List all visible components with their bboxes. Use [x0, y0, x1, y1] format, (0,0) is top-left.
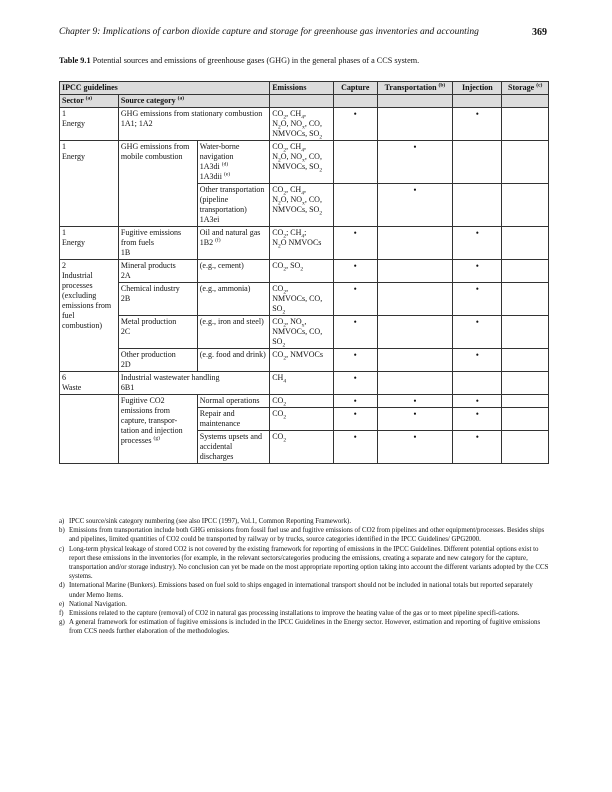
- source-cell: GHG emissions from mobile combustion: [118, 141, 197, 227]
- capture-dot: •: [333, 283, 377, 316]
- source-cell: Mineral products 2A: [118, 260, 197, 283]
- header-row: [60, 82, 549, 95]
- subcategory-cell: (e.g., cement): [197, 260, 269, 283]
- table-row: [60, 349, 549, 372]
- subcategory-cell: (e.g., iron and steel): [197, 316, 269, 349]
- col-header-sector: Sector $^{(a)}$: [60, 95, 119, 108]
- running-header: [59, 27, 547, 37]
- table-row: [60, 227, 549, 260]
- capture-dot: •: [333, 316, 377, 349]
- source-cell: GHG emissions from stationary combustion 1A1; 1A2: [118, 108, 269, 141]
- emissions-cell: $CO_2$, $SO_2$: [270, 260, 334, 283]
- table-footnotes: [59, 517, 549, 637]
- subcategory-cell: Other transportation (pipeline transportation) 1A3ei: [197, 184, 269, 227]
- subcategory-cell: Oil and natural gas 1B2 $^{(f)}$: [197, 227, 269, 260]
- col-header-storage: Storage $^{(c)}$: [502, 82, 549, 95]
- capture-dot: •: [333, 431, 377, 464]
- capture-dot: •: [333, 408, 377, 431]
- transportation-dot: •: [377, 431, 453, 464]
- table-row: [60, 141, 549, 184]
- transportation-dot: •: [377, 184, 453, 227]
- emissions-cell: $CO_2$, $NO_x$, NMVOCs, CO, $SO_2$: [270, 316, 334, 349]
- injection-dot: •: [453, 108, 502, 141]
- injection-dot: •: [453, 283, 502, 316]
- source-cell: Metal production 2C: [118, 316, 197, 349]
- emissions-cell: $CO_2$, NMVOCs: [270, 349, 334, 372]
- footnote: c) Long-term physical leakage of stored CO2 is not covered by the existing framework for reporting of emissions in the IPCC Guidelines. Different potential options exist to report these emissions in the inventories (for example, in the relevant sectors/categories producing the emissions, creating a separate and new category for the capture, transportation and/or storage industry). No conclusion can yet be made on the most appropriate reporting option taking into account the different variants adopted by the CCS systems.: [59, 545, 549, 581]
- injection-dot: •: [453, 227, 502, 260]
- emissions-cell: $CO_2$, $CH_4$, $N_2O$, $NO_x$, CO, NMVOCs, $SO_2$: [270, 141, 334, 184]
- sector-cell: 1 Energy: [60, 108, 119, 141]
- subcategory-cell: Water-borne navigation 1A3di $^{(d)}$ 1A3dii $^{(e)}$: [197, 141, 269, 184]
- subheader-row: [60, 95, 549, 108]
- col-header-injection: Injection: [453, 82, 502, 95]
- col-header-transportation: Transportation $^{(b)}$: [377, 82, 453, 95]
- injection-dot: •: [453, 316, 502, 349]
- subcategory-cell: Normal operations: [197, 395, 269, 408]
- footnote: e) National Navigation.: [59, 600, 127, 608]
- sector-cell: 2 Industrial processes (excluding emissions from fuel combustion): [60, 260, 119, 372]
- capture-dot: •: [333, 227, 377, 260]
- table-row: [60, 395, 549, 408]
- emissions-cell: $CO_2$, $CH_4$, $N_2O$, $NO_x$, CO, NMVOCs, $SO_2$: [270, 108, 334, 141]
- col-header-emissions: Emissions: [270, 82, 334, 95]
- source-cell: Chemical industry 2B: [118, 283, 197, 316]
- footnote: f) Emissions related to the capture (removal) of CO2 in natural gas processing installations to improve the heating value of the gas or to meet pipeline specifi-cations.: [59, 610, 520, 618]
- subcategory-cell: (e.g. food and drink): [197, 349, 269, 372]
- emissions-cell: $CO_2$, NMVOCs, CO, $SO_2$: [270, 283, 334, 316]
- sector-cell: 1 Energy: [60, 141, 119, 227]
- page-number: 369: [532, 27, 547, 38]
- table-caption: [59, 56, 419, 65]
- source-cell: Fugitive emissions from fuels 1B: [118, 227, 197, 260]
- sector-cell: 6 Waste: [60, 372, 119, 395]
- emissions-cell: $CH_4$: [270, 372, 334, 395]
- source-cell: Fugitive CO2 emissions from capture, transpor-tation and injection processes $^{(g)}$: [118, 395, 197, 464]
- footnote: g) A general framework for estimation of fugitive emissions is included in the IPCC Guidelines in the Energy sector. However, estimation and reporting of fugitive emissions from CCS needs further elaboration of the methodologies.: [59, 619, 541, 636]
- emissions-cell: $CO_2$; $CH_4$; $N_2O$ NMVOCs: [270, 227, 334, 260]
- footnote: a) IPCC source/sink category numbering (see also IPCC (1997), Vol.1, Common Reporting Framework).: [59, 518, 352, 525]
- subcategory-cell: Repair and maintenance: [197, 408, 269, 431]
- emissions-cell: $CO_2$: [270, 431, 334, 464]
- footnote: d) International Marine (Bunkers). Emissions based on fuel sold to ships engaged in international transport should not be included in national totals but reported separately under Memo Items.: [59, 582, 533, 599]
- sector-cell: 1 Energy: [60, 227, 119, 260]
- emissions-cell: $CO_2$, $CH_4$, $N_2O$, $NO_x$, CO, NMVOCs, $SO_2$: [270, 184, 334, 227]
- col-header-source: Source category $^{(a)}$: [118, 95, 269, 108]
- transportation-dot: •: [377, 408, 453, 431]
- capture-dot: •: [333, 349, 377, 372]
- injection-dot: •: [453, 260, 502, 283]
- injection-dot: •: [453, 395, 502, 408]
- transportation-dot: •: [377, 141, 453, 184]
- emissions-cell: $CO_2$: [270, 395, 334, 408]
- col-header-guidelines: IPCC guidelines: [60, 82, 270, 95]
- injection-dot: •: [453, 408, 502, 431]
- subcategory-cell: (e.g., ammonia): [197, 283, 269, 316]
- col-header-capture: Capture: [333, 82, 377, 95]
- injection-dot: •: [453, 431, 502, 464]
- table-row: [60, 260, 549, 283]
- emissions-cell: $CO_2$: [270, 408, 334, 431]
- subcategory-cell: Systems upsets and accidental discharges: [197, 431, 269, 464]
- table-caption-text: Potential sources and emissions of greenhouse gases (GHG) in the general phases of a CCS system.: [90, 56, 420, 65]
- capture-dot: •: [333, 108, 377, 141]
- transportation-dot: •: [377, 395, 453, 408]
- table-row: [60, 283, 549, 316]
- capture-dot: •: [333, 372, 377, 395]
- footnote: b) Emissions from transportation include both GHG emissions from fossil fuel use and fugitive emissions of CO2 from pipelines and other equipment/processes. Besides ships and pipelines, limited quantities of CO2 could be transported by railway or by trucks, source categories identified in the IPCC Guidelines/ GPG2000.: [59, 527, 545, 544]
- capture-dot: •: [333, 260, 377, 283]
- chapter-title: Chapter 9: Implications of carbon dioxide capture and storage for greenhouse gas inventories and accounting: [59, 27, 479, 37]
- source-cell: Industrial wastewater handling 6B1: [118, 372, 269, 395]
- table-label: Table 9.1: [59, 56, 91, 65]
- injection-dot: •: [453, 349, 502, 372]
- capture-dot: •: [333, 395, 377, 408]
- table-row: [60, 316, 549, 349]
- ghg-sources-table: [59, 81, 549, 464]
- table-row: [60, 372, 549, 395]
- source-cell: Other production 2D: [118, 349, 197, 372]
- table-row: [60, 108, 549, 141]
